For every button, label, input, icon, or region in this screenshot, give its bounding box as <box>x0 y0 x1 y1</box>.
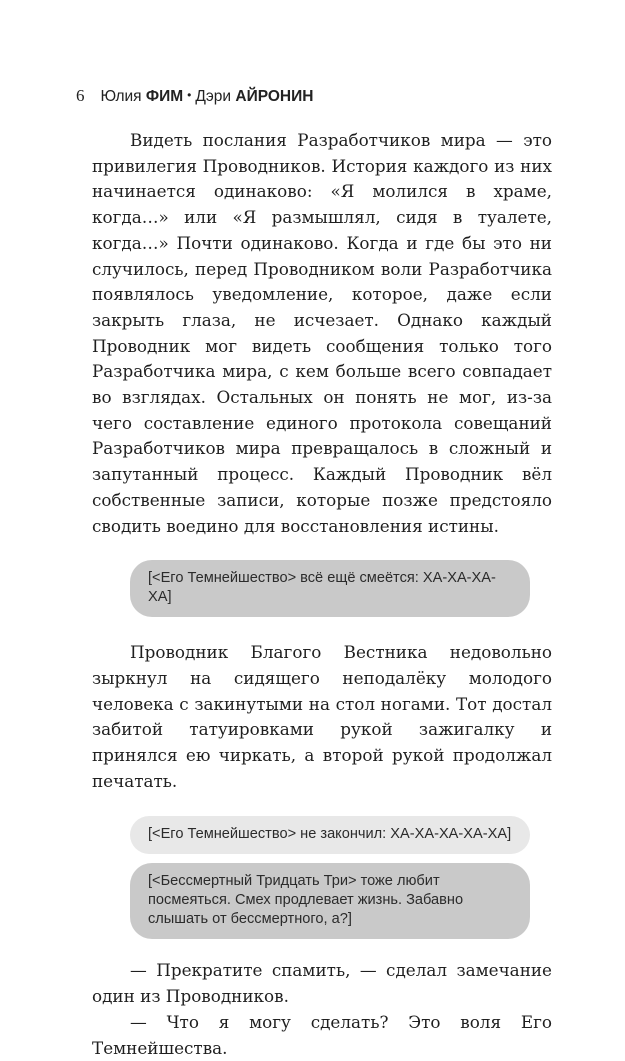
paragraph-1: Видеть послания Разработчиков мира — это привилегия Проводников. История каждого из них начинается одинаково: «Я молился в храме, когда…» или «Я размышлял, сидя в туалете, когда…» Почти одинаково. Когда и где бы это ни случилось, перед Проводником воли Разработчика появлялось уведомление, которое, даже если закрыть глаза, не исчезает. Однако каждый Проводник мог видеть сообщения только того Разработчика мира, с кем больше всего совпадает во взглядах. Остальных он понять не мог, из-за чего составление единого протокола совещаний Разработчиков мира превращалось в сложный и запутанный процесс. Каждый Проводник вёл собственные записи, которые позже предстояло сводить воедино для восстановления истины. <box>92 130 552 536</box>
running-header <box>76 86 313 106</box>
author-separator: • <box>187 88 192 102</box>
author2-last-name: АЙРОНИН <box>235 88 314 105</box>
author1-last-name: ФИМ <box>145 88 184 105</box>
dialogue-line-1: — Прекратите спамить, — сделал замечание один из Проводников. <box>92 960 552 1007</box>
page-body <box>92 128 552 1061</box>
message-bubble-3: [<Бессмертный Тридцать Три> тоже любит посмеяться. Смех продлевает жизнь. Забавно слышать от бессмертного, а?] <box>130 863 530 939</box>
page-number: 6 <box>76 86 85 105</box>
paragraph-2: Проводник Благого Вестника недовольно зыркнул на сидящего неподалёку молодого человека с закинутыми на стол ногами. Тот достал забитой татуировками рукой зажигалку и принялся ею чиркать, а второй рукой продолжал печатать. <box>92 642 552 791</box>
message-bubble-1: [<Его Темнейшество> всё ещё смеётся: ХА-ХА-ХА-ХА] <box>130 560 530 617</box>
author1-first-name: Юлия <box>100 88 142 105</box>
dialogue-line-2: — Что я могу сделать? Это воля Его Темнейшества. <box>92 1011 552 1058</box>
message-bubble-2: [<Его Темнейшество> не закончил: ХА-ХА-ХА-ХА-ХА] <box>130 816 530 854</box>
author2-first-name: Дэри <box>195 88 232 105</box>
